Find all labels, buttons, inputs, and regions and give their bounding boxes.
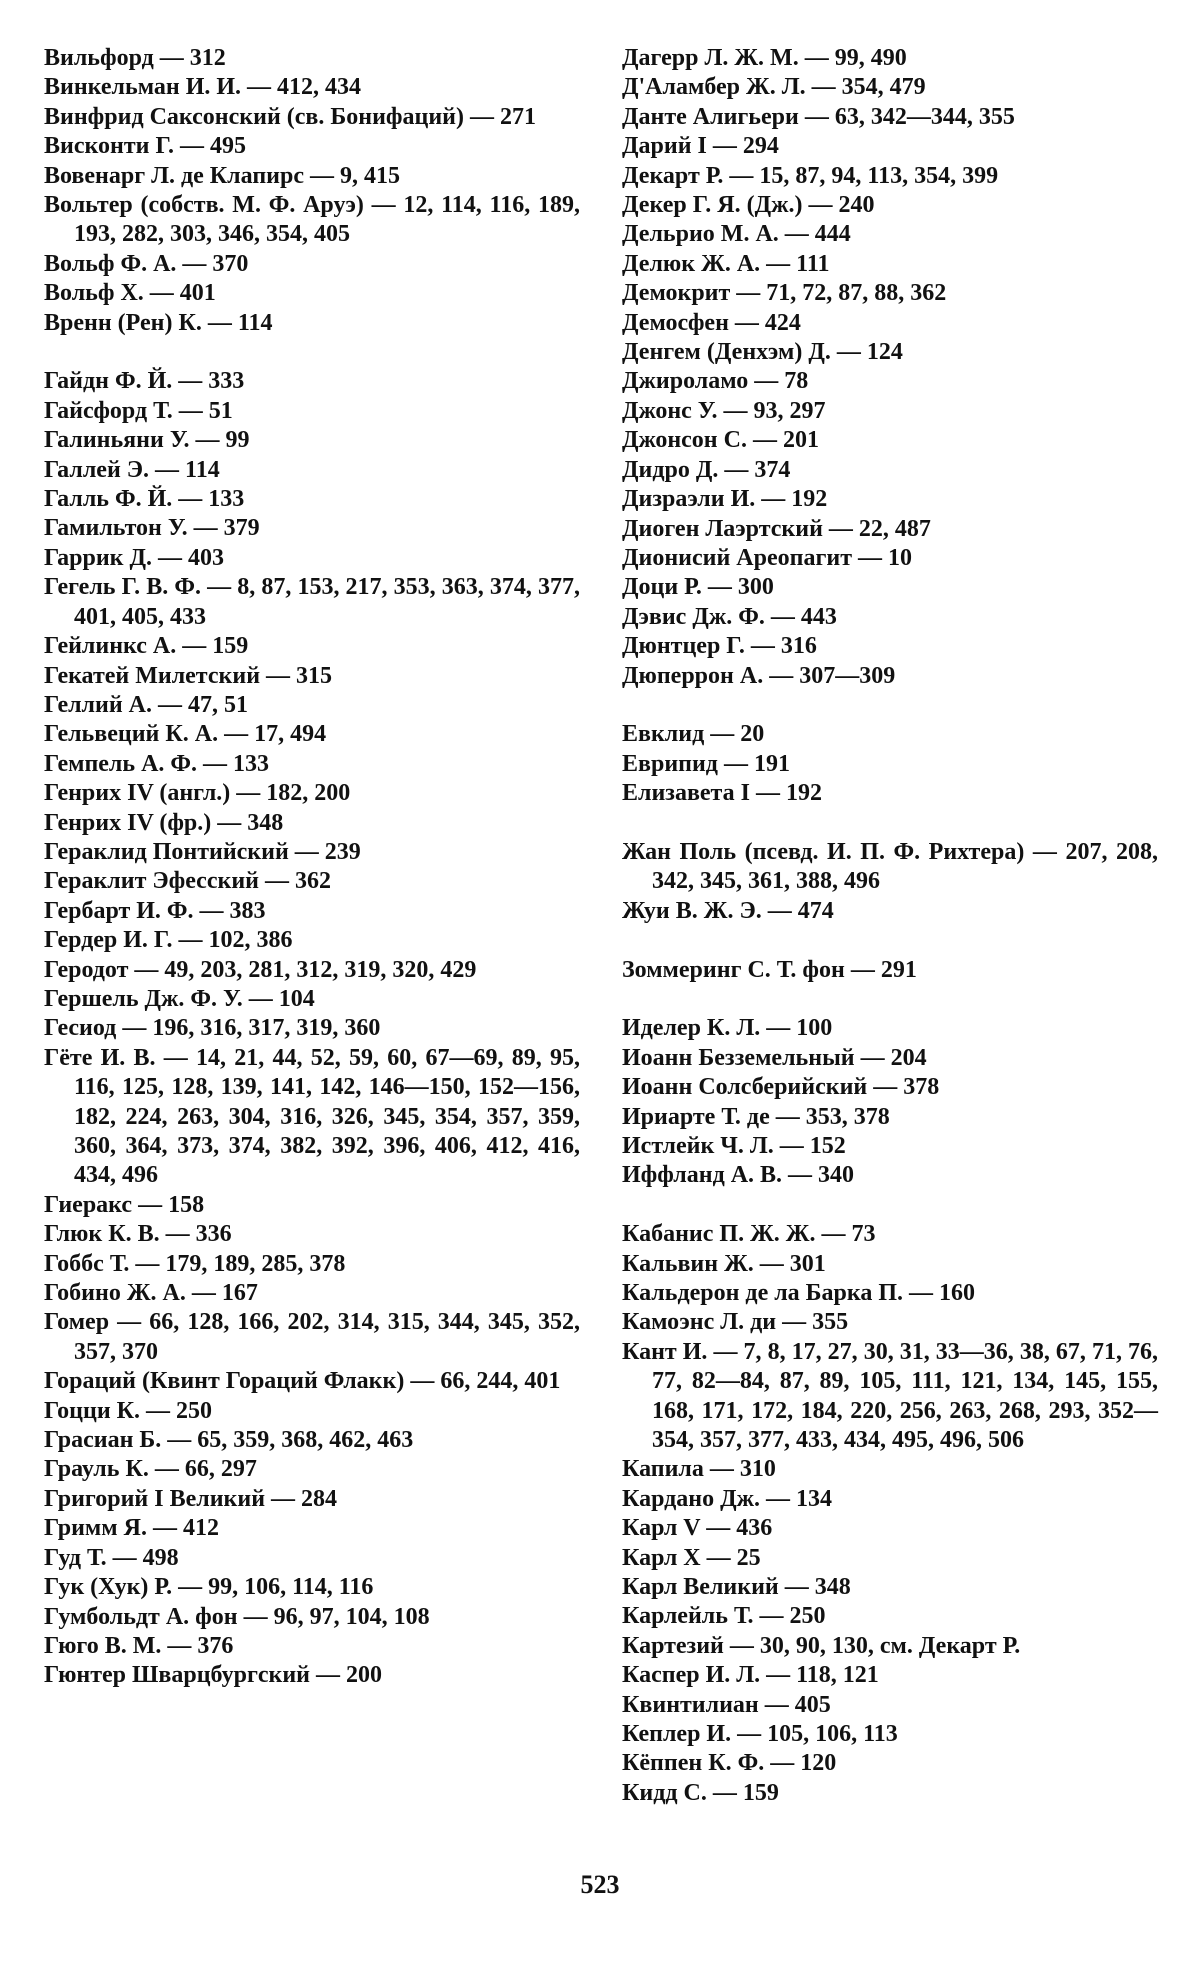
index-entry: Гайдн Ф. Й. — 333 bbox=[44, 368, 245, 395]
index-entry: Гоцци К. — 250 bbox=[44, 1397, 213, 1424]
index-entry: Гюго В. М. — 376 bbox=[44, 1632, 234, 1659]
index-entry: Генрих IV (фр.) — 348 bbox=[44, 809, 284, 836]
index-entry: Жуи В. Ж. Э. — 474 bbox=[622, 897, 834, 924]
index-entry: Вольтер (собств. М. Ф. Аруэ) — 12, 114, 116, 189, 193, 282, 303, 346, 354, 405 bbox=[44, 192, 580, 248]
index-entry: Каспер И. Л. — 118, 121 bbox=[622, 1662, 879, 1689]
index-entry: Дэвис Дж. Ф. — 443 bbox=[622, 603, 837, 630]
index-entry: Делюк Ж. А. — 111 bbox=[622, 250, 830, 277]
index-entry: Еврипид — 191 bbox=[622, 750, 790, 777]
index-entry: Камоэнс Л. ди — 355 bbox=[622, 1309, 849, 1336]
index-entry: Капила — 310 bbox=[622, 1456, 776, 1483]
index-entry: Гёте И. В. — 14, 21, 44, 52, 59, 60, 67—69, 89, 95, 116, 125, 128, 139, 141, 142, 146—150, 152—156, 182, 224, 263, 304, 316, 326, 345, 354, 357, 359, 360, 364, 373, 374, 382, 392, 396, 406, 412, 416, 434, 496 bbox=[44, 1044, 580, 1189]
index-entry: Иффланд А. В. — 340 bbox=[622, 1162, 855, 1189]
index-entry: Истлейк Ч. Л. — 152 bbox=[622, 1132, 846, 1159]
index-entry: Гельвеций К. А. — 17, 494 bbox=[44, 721, 327, 748]
page-number: 523 bbox=[580, 1870, 620, 1899]
index-entry: Дионисий Ареопагит — 10 bbox=[622, 544, 912, 571]
index-entry: Грасиан Б. — 65, 359, 368, 462, 463 bbox=[44, 1427, 414, 1454]
index-entry: Гамильтон У. — 379 bbox=[44, 515, 260, 542]
index-entry: Иоанн Безземельный — 204 bbox=[622, 1044, 927, 1071]
index-entry: Гиеракс — 158 bbox=[44, 1191, 205, 1218]
index-entry: Геродот — 49, 203, 281, 312, 319, 320, 429 bbox=[44, 956, 477, 983]
index-entry: Денгем (Денхэм) Д. — 124 bbox=[622, 339, 903, 366]
index-entry: Ириарте Т. де — 353, 378 bbox=[622, 1103, 890, 1130]
left-column bbox=[44, 44, 580, 1691]
index-entry: Карл X — 25 bbox=[622, 1544, 761, 1571]
index-entry: Галиньяни У. — 99 bbox=[44, 427, 250, 454]
index-entry: Джонс У. — 93, 297 bbox=[622, 397, 826, 424]
index-entry: Грауль К. — 66, 297 bbox=[44, 1456, 257, 1483]
index-entry: Карл V — 436 bbox=[622, 1515, 773, 1542]
index-entry: Гегель Г. В. Ф. — 8, 87, 153, 217, 353, 363, 374, 377, 401, 405, 433 bbox=[44, 574, 580, 630]
index-entry: Гаррик Д. — 403 bbox=[44, 544, 225, 571]
index-entry: Данте Алигьери — 63, 342—344, 355 bbox=[622, 103, 1015, 130]
index-entry: Декер Г. Я. (Дж.) — 240 bbox=[622, 192, 875, 219]
index-entry: Елизавета I — 192 bbox=[622, 780, 822, 807]
index-entry: Дельрио М. А. — 444 bbox=[622, 221, 851, 248]
index-entry: Вовенарг Л. де Клапирс — 9, 415 bbox=[44, 162, 400, 189]
index-entry: Гесиод — 196, 316, 317, 319, 360 bbox=[44, 1015, 381, 1042]
index-entry: Кеплер И. — 105, 106, 113 bbox=[622, 1721, 898, 1748]
index-entry: Кант И. — 7, 8, 17, 27, 30, 31, 33—36, 38, 67, 71, 76, 77, 82—84, 87, 89, 105, 111, 121, 134, 145, 155, 168, 171, 172, 184, 220, 256, 263, 268, 293, 352—354, 357, 377, 433, 434, 495, 496, 506 bbox=[622, 1338, 1158, 1454]
index-entry: Карлейль Т. — 250 bbox=[622, 1603, 826, 1630]
index-entry: Дизраэли И. — 192 bbox=[622, 486, 828, 513]
index-entry: Иоанн Солсберийский — 378 bbox=[622, 1074, 940, 1101]
index-entry: Демокрит — 71, 72, 87, 88, 362 bbox=[622, 280, 947, 307]
index-entry: Глюк К. В. — 336 bbox=[44, 1221, 232, 1248]
index-entry: Гайсфорд Т. — 51 bbox=[44, 397, 233, 424]
index-entry: Гук (Хук) Р. — 99, 106, 114, 116 bbox=[44, 1574, 374, 1601]
index-entry: Демосфен — 424 bbox=[622, 309, 801, 336]
index-entry: Вренн (Рен) К. — 114 bbox=[44, 309, 273, 336]
index-entry: Генрих IV (англ.) — 182, 200 bbox=[44, 780, 351, 807]
index-entry: Картезий — 30, 90, 130, см. Декарт Р. bbox=[622, 1632, 1021, 1659]
index-entry: Дюнтцер Г. — 316 bbox=[622, 633, 817, 660]
index-entry: Зоммеринг С. Т. фон — 291 bbox=[622, 956, 917, 983]
index-entry: Иделер К. Л. — 100 bbox=[622, 1015, 833, 1042]
index-entry: Дарий I — 294 bbox=[622, 133, 779, 160]
index-entry: Гуд Т. — 498 bbox=[44, 1544, 179, 1571]
index-entry: Висконти Г. — 495 bbox=[44, 133, 247, 160]
index-entry: Кардано Дж. — 134 bbox=[622, 1485, 832, 1512]
index-entry: Вольф Х. — 401 bbox=[44, 280, 216, 307]
index-entry: Джонсон С. — 201 bbox=[622, 427, 819, 454]
index-entry: Гораций (Квинт Гораций Флакк) — 66, 244, 401 bbox=[44, 1368, 561, 1395]
index-entry: Кабанис П. Ж. Ж. — 73 bbox=[622, 1221, 876, 1248]
index-entry: Вольф Ф. А. — 370 bbox=[44, 250, 249, 277]
index-entry: Гершель Дж. Ф. У. — 104 bbox=[44, 985, 315, 1012]
index-entry: Винфрид Саксонский (св. Бонифаций) — 271 bbox=[44, 103, 536, 130]
index-entry: Кидд С. — 159 bbox=[622, 1779, 779, 1806]
index-entry: Дюперрон А. — 307—309 bbox=[622, 662, 896, 689]
index-entry: Галлей Э. — 114 bbox=[44, 456, 220, 483]
index-entry: Гербарт И. Ф. — 383 bbox=[44, 897, 266, 924]
index-entry: Квинтилиан — 405 bbox=[622, 1691, 831, 1718]
index-entry: Кальвин Ж. — 301 bbox=[622, 1250, 826, 1277]
index-entry: Галль Ф. Й. — 133 bbox=[44, 486, 245, 513]
index-entry: Винкельман И. И. — 412, 434 bbox=[44, 74, 362, 101]
index-entry: Гомер — 66, 128, 166, 202, 314, 315, 344, 345, 352, 357, 370 bbox=[44, 1309, 580, 1365]
index-entry: Карл Великий — 348 bbox=[622, 1574, 851, 1601]
index-entry: Диоген Лаэртский — 22, 487 bbox=[622, 515, 931, 542]
index-entry: Гемпель А. Ф. — 133 bbox=[44, 750, 270, 777]
index-entry: Кёппен К. Ф. — 120 bbox=[622, 1750, 837, 1777]
index-entry: Гекатей Милетский — 315 bbox=[44, 662, 333, 689]
index-entry: Д'Аламбер Ж. Л. — 354, 479 bbox=[622, 74, 926, 101]
index-entry: Гримм Я. — 412 bbox=[44, 1515, 219, 1542]
index-entry: Гобино Ж. А. — 167 bbox=[44, 1280, 258, 1307]
index-entry: Жан Поль (псевд. И. П. Ф. Рихтера) — 207, 208, 342, 345, 361, 388, 496 bbox=[622, 838, 1158, 895]
index-entry: Кальдерон де ла Барка П. — 160 bbox=[622, 1279, 976, 1306]
index-entry: Доци Р. — 300 bbox=[622, 574, 774, 601]
index-entry: Вильфорд — 312 bbox=[44, 45, 226, 71]
index-entry: Дагерр Л. Ж. М. — 99, 490 bbox=[622, 45, 907, 71]
index-entry: Гердер И. Г. — 102, 386 bbox=[44, 927, 293, 954]
right-column bbox=[622, 44, 1158, 1808]
index-entry: Гераклид Понтийский — 239 bbox=[44, 838, 361, 865]
index-entry: Дидро Д. — 374 bbox=[622, 456, 791, 483]
index-entry: Евклид — 20 bbox=[622, 721, 765, 748]
index-entry: Гюнтер Шварцбургский — 200 bbox=[44, 1662, 382, 1689]
index-entry: Гейлинкс А. — 159 bbox=[44, 633, 249, 660]
index-entry: Декарт Р. — 15, 87, 94, 113, 354, 399 bbox=[622, 162, 999, 189]
index-entry: Джироламо — 78 bbox=[622, 368, 809, 395]
index-entry: Григорий I Великий — 284 bbox=[44, 1485, 338, 1512]
index-entry: Гумбольдт А. фон — 96, 97, 104, 108 bbox=[44, 1603, 430, 1630]
index-entry: Гоббс Т. — 179, 189, 285, 378 bbox=[44, 1250, 346, 1277]
index-entry: Гераклит Эфесский — 362 bbox=[44, 868, 331, 895]
index-entry: Геллий А. — 47, 51 bbox=[44, 691, 249, 718]
